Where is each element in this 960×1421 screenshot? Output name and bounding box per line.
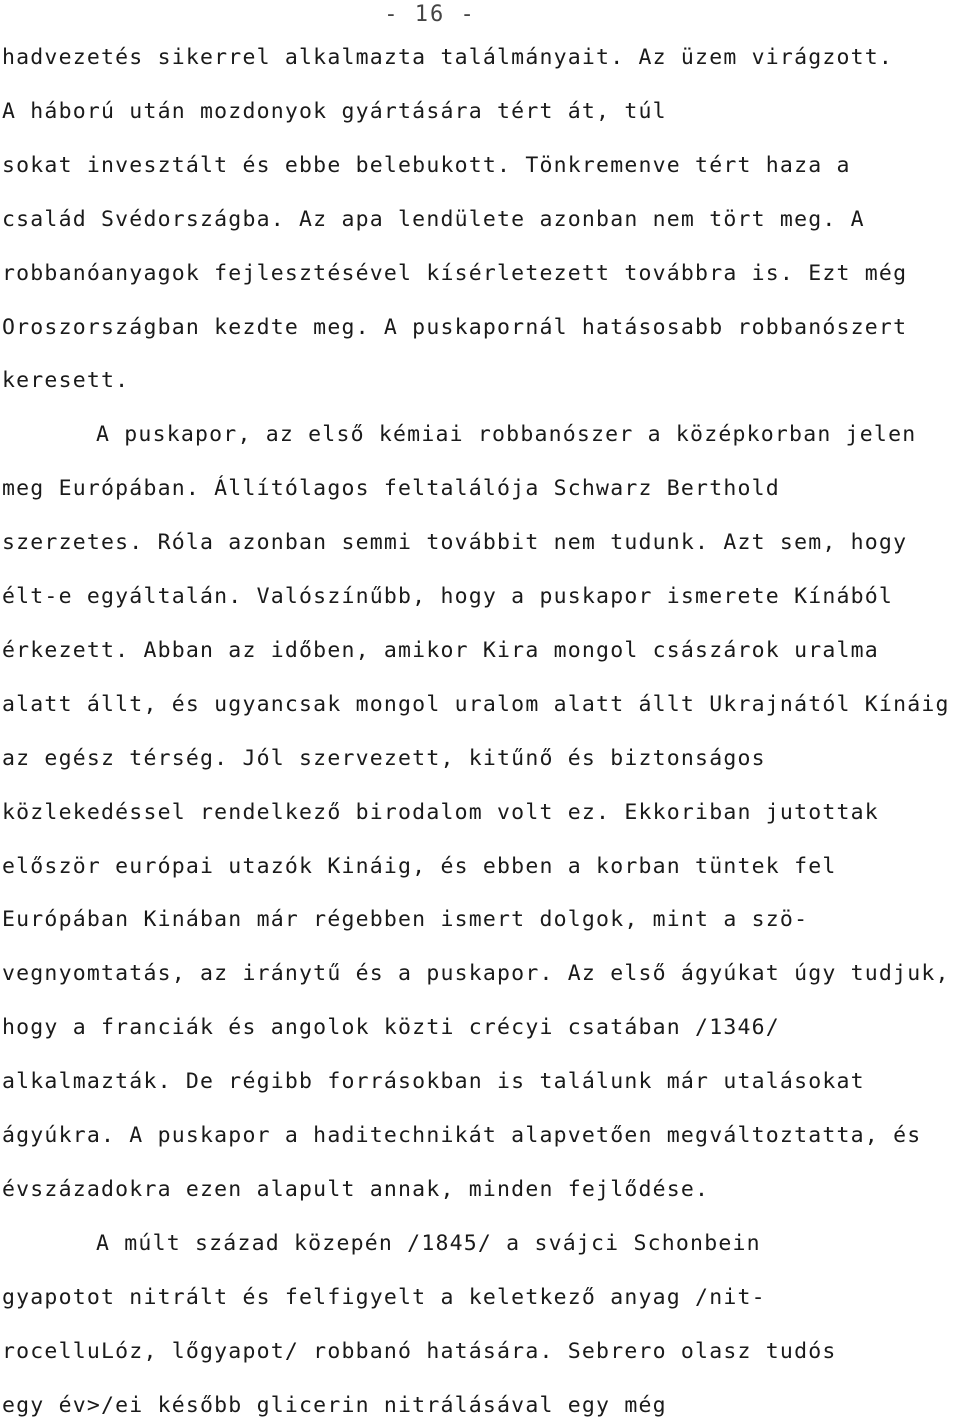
text-line: először európai utazók Kináig, és ebben a korban tüntek fel xyxy=(2,854,837,879)
text-line: hogy a franciák és angolok közti crécyi csatában /1346/ xyxy=(2,1015,780,1040)
text-line: Oroszországban kezdte meg. A puskapornál hatásosabb robbanószert xyxy=(2,315,908,340)
text-line: robbanóanyagok fejlesztésével kísérletezett továbbra is. Ezt még xyxy=(2,261,908,286)
text-line: Európában Kinában már régebben ismert dolgok, mint a szö- xyxy=(2,907,809,932)
text-line: rocelluLóz, lőgyapot/ robbanó hatására. Sebrero olasz tudós xyxy=(2,1339,837,1364)
text-line: évszázadokra ezen alapult annak, minden fejlődése. xyxy=(2,1177,710,1202)
text-line: egy év>/ei később glicerin nitrálásával egy még xyxy=(2,1393,667,1418)
text-line: A puskapor, az első kémiai robbanószer a középkorban jelen xyxy=(96,422,917,447)
text-line: keresett. xyxy=(2,368,130,393)
text-line: meg Európában. Állítólagos feltalálója Schwarz Berthold xyxy=(2,476,780,501)
text-line: az egész térség. Jól szervezett, kitűnő és biztonságos xyxy=(2,746,766,771)
text-line: alkalmazták. De régibb forrásokban is találunk már utalásokat xyxy=(2,1069,865,1094)
text-line: érkezett. Abban az időben, amikor Kira mongol császárok uralma xyxy=(2,638,879,663)
text-line: sokat invesztált és ebbe belebukott. Tönkremenve tért haza a xyxy=(2,153,851,178)
text-line: vegnyomtatás, az iránytű és a puskapor. Az első ágyúkat úgy tudjuk, xyxy=(2,961,950,986)
text-line: család Svédországba. Az apa lendülete azonban nem tört meg. A xyxy=(2,207,865,232)
text-line: élt-e egyáltalán. Valószínűbb, hogy a puskapor ismerete Kínából xyxy=(2,584,894,609)
text-line: alatt állt, és ugyancsak mongol uralom alatt állt Ukrajnától Kínáig xyxy=(2,692,950,717)
text-line: gyapotot nitrált és felfigyelt a keletkező anyag /nit- xyxy=(2,1285,766,1310)
text-line: közlekedéssel rendelkező birodalom volt ez. Ekkoriban jutottak xyxy=(2,800,879,825)
text-line: A múlt század közepén /1845/ a svájci Schonbein xyxy=(96,1231,761,1256)
text-line: ágyúkra. A puskapor a haditechnikát alapvetően megváltoztatta, és xyxy=(2,1123,922,1148)
text-line: hadvezetés sikerrel alkalmazta találmányait. Az üzem virágzott. xyxy=(2,45,894,70)
page-number: - 16 - xyxy=(384,2,476,27)
text-line: A háború után mozdonyok gyártására tért át, túl xyxy=(2,99,667,124)
text-line: szerzetes. Róla azonban semmi továbbit nem tudunk. Azt sem, hogy xyxy=(2,530,908,555)
